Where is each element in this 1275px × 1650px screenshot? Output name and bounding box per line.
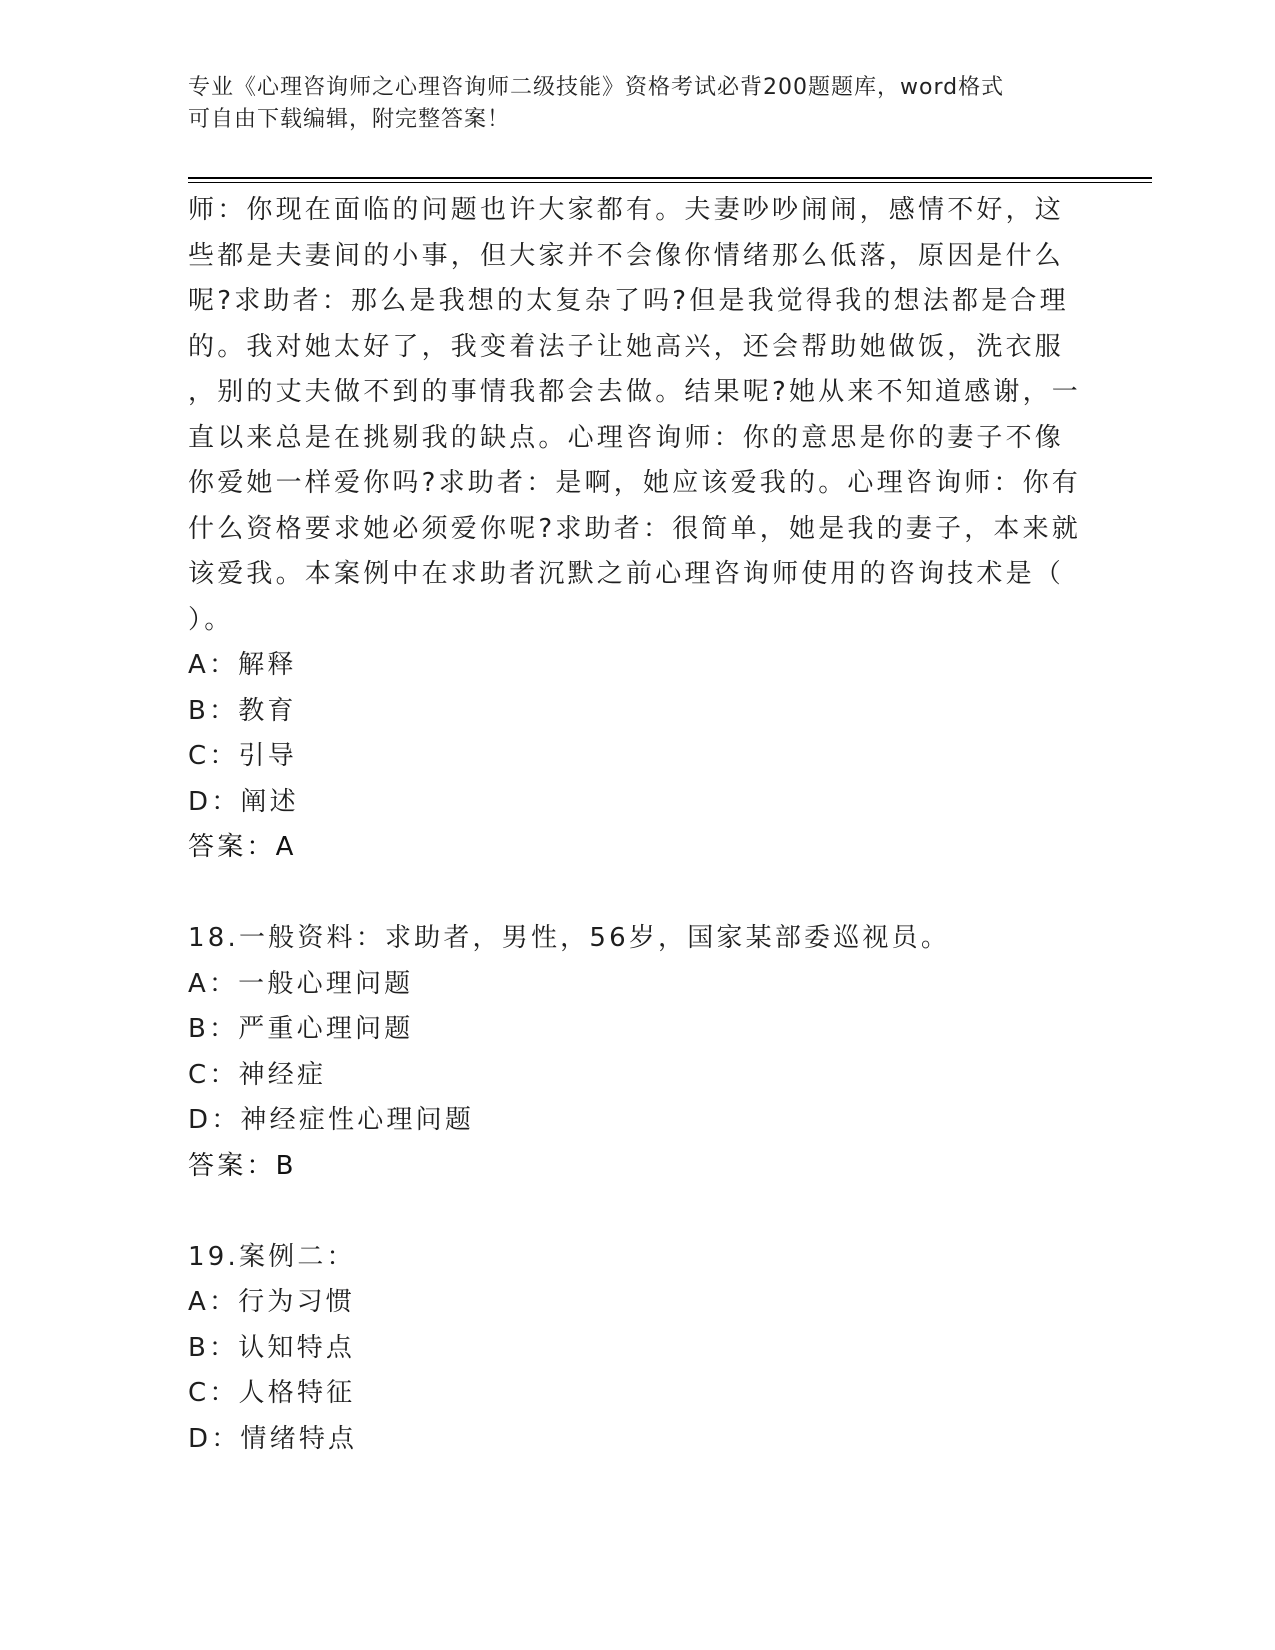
- question-17-option-d: D：阐述: [188, 786, 299, 817]
- question-17-line: 你爱她一样爱你吗?求助者：是啊，她应该爱我的。心理咨询师：你有: [188, 468, 1082, 498]
- document-header: [188, 72, 1088, 136]
- header-line-2: 可自由下载编辑，附完整答案！: [188, 107, 511, 132]
- question-19-option-d: D：情绪特点: [188, 1423, 358, 1454]
- question-19: [188, 1235, 1088, 1463]
- question-17-option-c: C：引导: [188, 741, 297, 771]
- question-19-option-c: C：人格特征: [188, 1378, 356, 1408]
- document-body: [188, 188, 1088, 1462]
- spacer: [188, 871, 1088, 917]
- question-17-line: 的。我对她太好了，我变着法子让她高兴，还会帮助她做饭，洗衣服: [188, 331, 1065, 362]
- question-17-line: 直以来总是在挑剔我的缺点。心理咨询师：你的意思是你的妻子不像: [188, 422, 1065, 453]
- header-divider-thick: [188, 177, 1152, 179]
- question-17-line: 师：你现在面临的问题也许大家都有。夫妻吵吵闹闹，感情不好，这: [188, 195, 1065, 225]
- question-17-line: 什么资格要求她必须爱你呢?求助者：很简单，她是我的妻子，本来就: [188, 513, 1082, 544]
- question-17-answer: 答案：A: [188, 832, 297, 862]
- spacer: [188, 1189, 1088, 1235]
- question-18-option-c: C：神经症: [188, 1059, 327, 1090]
- question-17: [188, 188, 1088, 871]
- question-18-answer: 答案：B: [188, 1150, 297, 1181]
- question-18-option-a: A：一般心理问题: [188, 968, 414, 999]
- question-17-line: 该爱我。本案例中在求助者沉默之前心理咨询师使用的咨询技术是（: [188, 559, 1065, 589]
- question-19-text: 19.案例二：: [188, 1241, 356, 1272]
- header-line-1: 专业《心理咨询师之心理咨询师二级技能》资格考试必背200题题库，word格式: [188, 75, 1005, 100]
- question-19-option-b: B：认知特点: [188, 1332, 356, 1363]
- question-17-line: ）。: [188, 604, 234, 635]
- question-17-line: 呢?求助者：那么是我想的太复杂了吗?但是我觉得我的想法都是合理: [188, 286, 1069, 316]
- question-18: [188, 916, 1088, 1189]
- question-19-option-a: A：行为习惯: [188, 1287, 355, 1317]
- question-17-option-b: B：教育: [188, 695, 297, 726]
- question-18-option-d: D：神经症性心理问题: [188, 1105, 475, 1135]
- question-18-option-b: B：严重心理问题: [188, 1014, 414, 1044]
- question-18-text: 18.一般资料：求助者，男性，56岁，国家某部委巡视员。: [188, 923, 951, 953]
- header-divider-thin: [188, 182, 1152, 183]
- question-17-line: ，别的丈夫做不到的事情我都会去做。结果呢?她从来不知道感谢，一: [188, 377, 1082, 407]
- question-17-option-a: A：解释: [188, 650, 297, 680]
- question-17-line: 些都是夫妻间的小事，但大家并不会像你情绪那么低落，原因是什么: [188, 240, 1065, 271]
